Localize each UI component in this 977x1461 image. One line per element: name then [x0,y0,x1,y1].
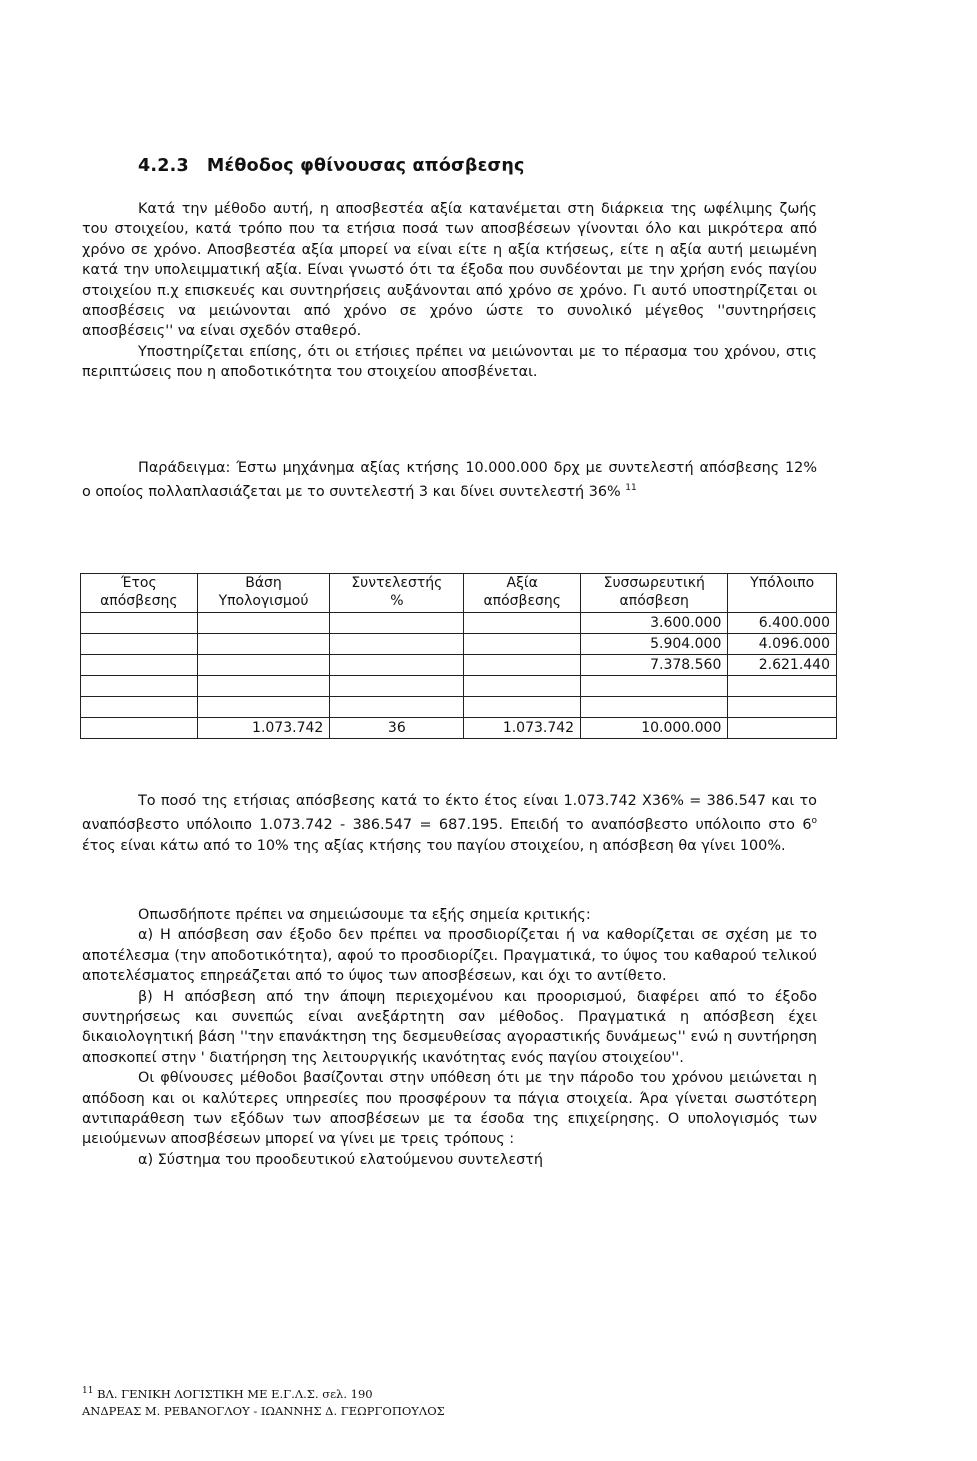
paragraph: α) Σύστημα του προοδευτικού ελατούμενου συντελεστή [138,1151,544,1168]
col-header-base: Βάση Υπολογισμού [197,574,330,613]
table-header-row [81,574,837,613]
critique-text [82,905,817,1170]
section-heading [138,156,525,176]
table-row: 5.904.000 4.096.000 [81,634,837,655]
col-header-accumulated: Συσσωρευτική απόσβεση [581,574,728,613]
footnote-line: $^{11}$ ΒΛ. ΓΕΝΙΚΗ ΛΟΓΙΣΤΙΚΗ ΜΕ Ε.Γ.Λ.Σ. σελ. 190 [82,1386,373,1401]
intro-text [82,199,817,383]
footnote-reference: 11 [625,483,637,494]
example-body: Παράδειγμα: Έστω μηχάνημα αξίας κτήσης 10.000.000 δρχ με συντελεστή απόσβεσης 12% ο οποίος πολλαπλασιάζεται με το συντελεστή 3 και δίνει συντελεστή 36% [82,460,817,501]
table-row: 1.073.742 36 1.073.742 10.000.000 [81,718,837,739]
col-header-balance: Υπόλοιπο [728,574,837,613]
section-number: 4.2.3 [138,156,189,176]
table-row [81,697,837,718]
col-header-year: Έτος απόσβεσης [81,574,198,613]
paragraph: Οπωσδήποτε πρέπει να σημειώσουμε τα εξής σημεία κριτικής: [138,907,591,923]
table-row [81,676,837,697]
paragraph: α) Η απόσβεση σαν έξοδο δεν πρέπει να προσδιορίζεται ή να καθορίζεται σε σχέση με το αποτέλεσμα (την αποδοτικότητα), αφού το προσδιορίζει. Πραγματικά, το ύψος του καθαρού τελικού αποτελέσματος επηρεάζεται από το ύψος των αποσβέσεων, και όχι το αντίθετο. [82,927,817,985]
footnote-line: ΑΝΔΡΕΑΣ Μ. ΡΕΒΑΝΟΓΛΟΥ - ΙΩΑΝΝΗΣ Δ. ΓΕΩΡΓΟΠΟΥΛΟΣ [82,1403,445,1418]
example-text [82,458,817,503]
paragraph: β) Η απόσβεση από την άποψη περιεχομένου και προορισμού, διαφέρει από το έξοδο συντηρήσεως και συνεπώς είναι ανεξάρτητη σαν μέθοδος. Πραγματικά η απόσβεση έχει δικαιολογητική βάση ''την επανάκτηση της δεσμευθείσας αγοραστικής δυνάμεως'' ενώ η συντήρηση αποσκοπεί στην ' διατήρηση της λειτουργικής ικανότητας ενός παγίου στοιχείου''. [82,988,817,1066]
col-header-amount: Αξία απόσβεσης [464,574,581,613]
paragraph: Οι φθίνουσες μέθοδοι βασίζονται στην υπόθεση ότι με την πάροδο του χρόνου μειώνεται η απόδοση και οι καλύτερες υπηρεσίες που προσφέρουν τα πάγια στοιχεία. Άρα γίνεται σωστότερη αντιπαράθεση των εξόδων των αποσβέσεων με τα έσοδα της επιχείρησης. Ο υπολογισμός των μειούμενων αποσβέσεων μπορεί να γίνει με τρεις τρόπους : [82,1070,817,1148]
paragraph: Υποστηρίζεται επίσης, ότι οι ετήσιες πρέπει να μειώνονται με το πέρασμα του χρόνου, στις περιπτώσεις που η αποδοτικότητα του στοιχείου αποσβένεται. [82,343,817,381]
table-row: 3.600.000 6.400.000 [81,613,837,634]
example-paragraph [82,458,817,503]
footnotes [82,1383,817,1420]
calculation-paragraph: Το ποσό της ετήσιας απόσβεσης κατά το έκτο έτος είναι 1.073.742 Χ36% = 386.547 και το αναπόσβεστο υπόλοιπο 1.073.742 - 386.547 = 687.195. Επειδή το αναπόσβεστο υπόλοιπο στο $6^o$ έτος είναι κάτω από το 10% της αξίας κτήσης του παγίου στοιχείου, η απόσβεση θα γίνει 100%. [82,793,817,854]
calculation-text [82,791,817,856]
paragraph: Κατά την μέθοδο αυτή, η αποσβεστέα αξία κατανέμεται στη διάρκεια της ωφέλιμης ζωής του στοιχείου, κατά τρόπο που τα ετήσια ποσά των αποσβέσεων γίνονται όλο και μικρότερα από χρόνο σε χρόνο. Αποσβεστέα αξία μπορεί να είναι είτε η αξία κτήσεως, είτε η αξία αυτή μειωμένη κατά την υπολειμματική αξία. Είναι γνωστό ότι τα έξοδα που συνδέονται με την χρήση ενός παγίου στοιχείου π.χ επισκευές και συντηρήσεις αυξάνονται από χρόνο σε χρόνο. Γι αυτό υποστηρίζεται οι αποσβέσεις να μειώνονται από χρόνο σε χρόνο ώστε το συνολικό μέγεθος ''συντηρήσεις αποσβέσεις'' να είναι σχεδόν σταθερό. [82,201,817,340]
table-row: 7.378.560 2.621.440 [81,655,837,676]
section-title: Μέθοδος φθίνουσας απόσβεσης [206,156,525,176]
depreciation-table [80,573,837,739]
col-header-rate: Συντελεστής % [330,574,464,613]
